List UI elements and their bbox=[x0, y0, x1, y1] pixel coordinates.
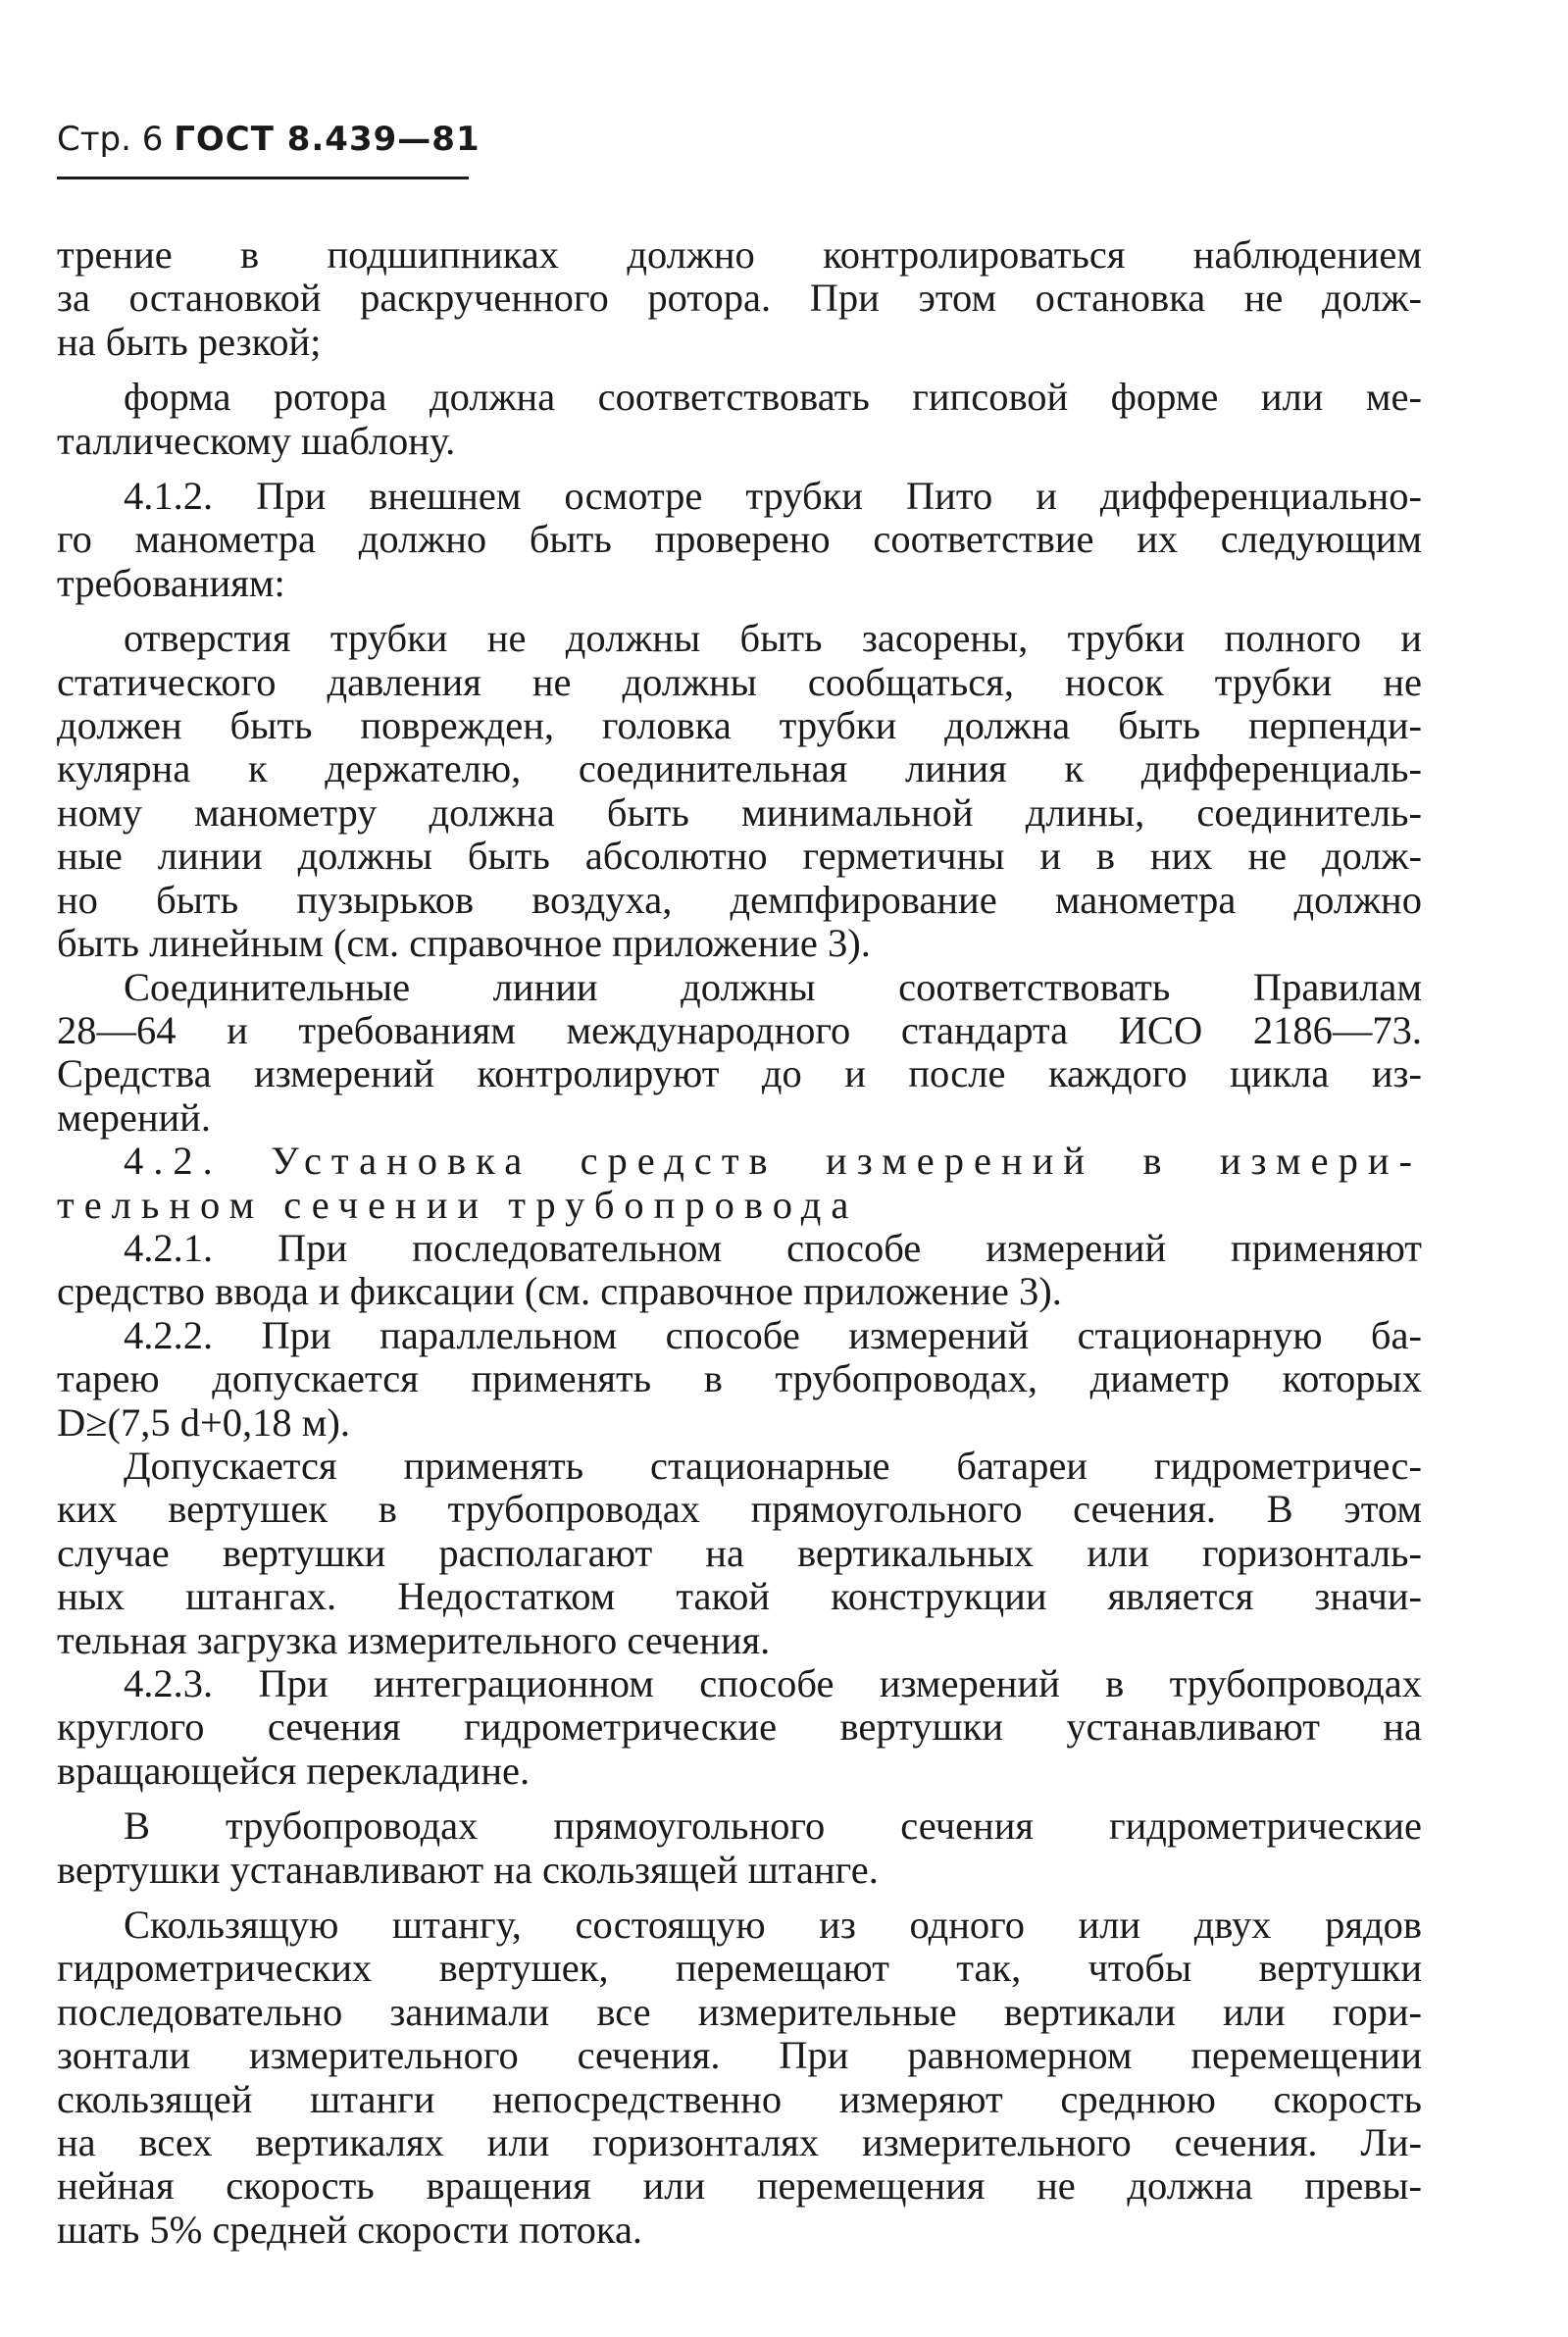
text-line: форма ротора должна соответствовать гипсовой форме или ме- bbox=[124, 375, 1422, 420]
text-line: Средства измерений контролируют до и после каждого цикла из- bbox=[57, 1051, 1422, 1096]
text-line: Скользящую штангу, состоящую из одного или двух рядов bbox=[124, 1903, 1422, 1948]
text-line: быть линейным (см. справочное приложение 3). bbox=[57, 921, 871, 966]
text-line: В трубопроводах прямоугольного сечения гидрометрические bbox=[124, 1804, 1422, 1849]
text-line: шать 5% средней скорости потока. bbox=[57, 2207, 643, 2252]
text-line: средство ввода и фиксации (см. справочное приложение 3). bbox=[57, 1269, 1062, 1314]
text-line: вращающейся перекладине. bbox=[57, 1748, 531, 1793]
text-line: на быть резкой; bbox=[57, 319, 322, 364]
text-line: скользящей штанги непосредственно измеряют среднюю скорость bbox=[57, 2076, 1422, 2121]
text-line: должен быть поврежден, головка трубки должна быть перпенди- bbox=[57, 703, 1422, 748]
text-line: нейная скорость вращения или перемещения не должна превы- bbox=[57, 2163, 1422, 2209]
page-header bbox=[57, 120, 481, 159]
text-line: трение в подшипниках должно контролироваться наблюдением bbox=[57, 232, 1422, 277]
text-line: кулярна к держателю, соединительная линия к дифференциаль- bbox=[57, 746, 1422, 791]
text-line: зонтали измерительного сечения. При равномерном перемещении bbox=[57, 2033, 1422, 2078]
text-line: 4.1.2. При внешнем осмотре трубки Пито и дифференциально- bbox=[124, 474, 1422, 519]
text-line: на всех вертикалях или горизонталях измерительного сечения. Ли- bbox=[57, 2120, 1422, 2165]
text-line: за остановкой раскрученного ротора. При этом остановка не долж- bbox=[57, 276, 1422, 321]
text-line: вертушки устанавливают на скользящей штанге. bbox=[57, 1847, 879, 1892]
text-line: статического давления не должны сообщаться, носок трубки не bbox=[57, 659, 1422, 704]
body-text bbox=[57, 233, 1422, 2252]
section-heading-line: 4.2. Установка средств измерений в измери- bbox=[124, 1139, 1422, 1184]
text-line: случае вертушки располагают на вертикальных или горизонталь- bbox=[57, 1530, 1422, 1575]
formula-line: D≥(7,5 d+0,18 м). bbox=[57, 1399, 351, 1445]
text-line: последовательно занимали все измерительные вертикали или гори- bbox=[57, 1989, 1422, 2034]
text-line: ных штангах. Недостатком такой конструкции является значи- bbox=[57, 1574, 1422, 1619]
text-line: но быть пузырьков воздуха, демпфирование манометра должно bbox=[57, 877, 1422, 922]
text-line: тарею допускается применять в трубопроводах, диаметр которых bbox=[57, 1356, 1422, 1401]
text-line: 28—64 и требованиям международного стандарта ИСО 2186—73. bbox=[57, 1007, 1422, 1052]
text-line: тельная загрузка измерительного сечения. bbox=[57, 1617, 771, 1662]
text-line: гидрометрических вертушек, перемещают так, чтобы вертушки bbox=[57, 1946, 1422, 1991]
section-heading-line: тельном сечении трубопровода bbox=[57, 1182, 859, 1227]
text-line: мерений. bbox=[57, 1094, 211, 1140]
text-line: круглого сечения гидрометрические вертушки устанавливают на bbox=[57, 1704, 1422, 1750]
text-line: отверстия трубки не должны быть засорены, трубки полного и bbox=[124, 616, 1422, 661]
text-line: 4.2.1. При последовательном способе измерений применяют bbox=[124, 1225, 1422, 1270]
text-line: требованиям: bbox=[57, 560, 285, 605]
header-rule bbox=[57, 177, 469, 179]
text-line: 4.2.2. При параллельном способе измерений стационарную ба- bbox=[124, 1312, 1422, 1357]
document-code: ГОСТ 8.439—81 bbox=[174, 120, 481, 159]
page-number: Стр. 6 bbox=[57, 120, 164, 159]
text-line: го манометра должно быть проверено соответствие их следующим bbox=[57, 517, 1422, 562]
text-line: Допускается применять стационарные батареи гидрометричес- bbox=[124, 1443, 1422, 1488]
text-line: ные линии должны быть абсолютно герметичны и в них не долж- bbox=[57, 834, 1422, 879]
text-line: ких вертушек в трубопроводах прямоугольного сечения. В этом bbox=[57, 1487, 1422, 1532]
text-line: Соединительные линии должны соответствовать Правилам bbox=[124, 964, 1422, 1009]
text-line: ному манометру должна быть минимальной длины, соединитель- bbox=[57, 789, 1422, 835]
text-line: таллическому шаблону. bbox=[57, 418, 456, 463]
text-line: 4.2.3. При интеграционном способе измерений в трубопроводах bbox=[124, 1661, 1422, 1705]
